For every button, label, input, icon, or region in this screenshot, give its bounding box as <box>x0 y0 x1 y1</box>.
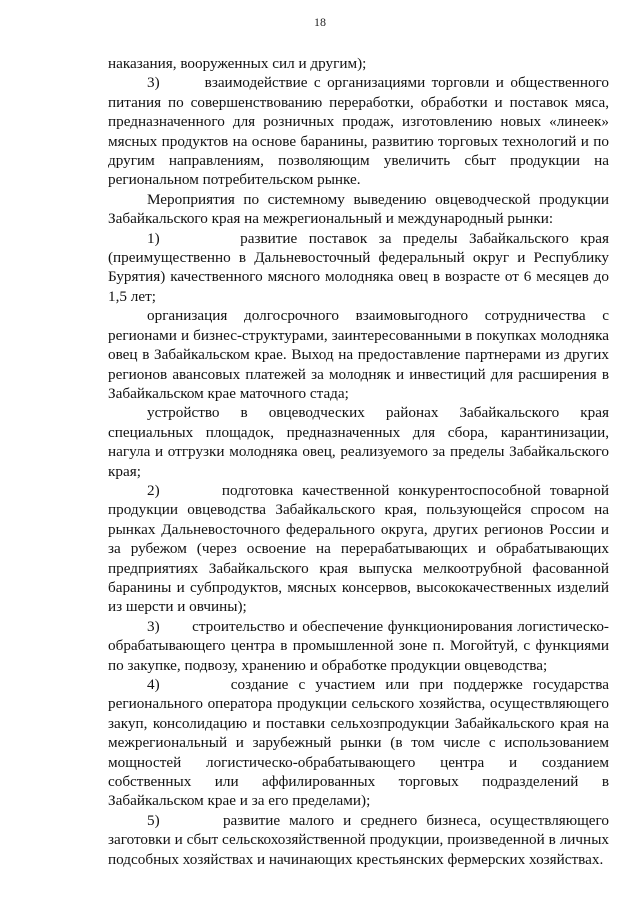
paragraph: 4) создание с участием или при поддержке государства регионального оператора продукции сельского хозяйства, осуществляющего закуп, консолидацию и поставки сельхозпродукции Забайкальского края на межрегиональный и зарубежный рынки (в том числе с использованием мощностей логистическо-обрабатывающего центра и созданием собственных или аффилированных торговых подразделений в Забайкальском крае и за его пределами); <box>108 676 609 810</box>
document-body <box>108 54 609 869</box>
paragraph: устройство в овцеводческих районах Забайкальского края специальных площадок, предназначенных для сбора, карантинизации, нагула и отгрузки молодняка овец, реализуемого за пределы Забайкальского края; <box>108 404 609 480</box>
paragraph: наказания, вооруженных сил и другим); <box>108 55 367 72</box>
paragraph: Мероприятия по системному выведению овцеводческой продукции Забайкальского края на межрегиональный и международный рынки: <box>108 190 609 228</box>
paragraph: 3) строительство и обеспечение функционирования логистическо-обрабатывающего центра в промышленной зоне п. Могойтуй, с функциями по закупке, подвозу, хранению и обработке продукции овцеводства; <box>108 617 609 674</box>
paragraph: 2) подготовка качественной конкурентоспособной товарной продукции овцеводства Забайкальского края, пользующейся спросом на рынках Дальневосточного федерального округа, других регионов России и за рубежом (через освоение на перерабатывающих и обрабатывающих предприятиях Забайкальского края выпуска мелкоотрубной фасованной баранины и субпродуктов, мясных консервов, высококачественных изделий из шерсти и овчины); <box>108 481 609 616</box>
page-number: 18 <box>314 15 326 29</box>
paragraph: 3) взаимодействие с организациями торговли и общественного питания по совершенствованию переработки, обработки и поставок мяса, предназначенного для розничных продаж, изготовлению новых «линеек» мясных продуктов на основе баранины, развитию торговых технологий и по другим направлениям, позволяющим увеличить сбыт продукции на региональном потребительском рынке. <box>108 74 609 189</box>
paragraph: организация долгосрочного взаимовыгодного сотрудничества с регионами и бизнес-структурами, заинтересованными в покупках молодняка овец в Забайкальском крае. Выход на предоставление партнерами из других регионов авансовых платежей за молодняк и инвестиций для расширения в Забайкальском крае маточного стада; <box>108 307 609 402</box>
paragraph: 5) развитие малого и среднего бизнеса, осуществляющего заготовки и сбыт сельскохозяйственной продукции, произведенной в личных подсобных хозяйствах и начинающих крестьянских фермерских хозяйствах. <box>108 811 609 868</box>
paragraph: 1) развитие поставок за пределы Забайкальского края (преимущественно в Дальневосточный федеральный округ и Республику Бурятия) качественного мясного молодняка овец в возрасте от 6 месяцев до 1,5 лет; <box>108 229 609 305</box>
